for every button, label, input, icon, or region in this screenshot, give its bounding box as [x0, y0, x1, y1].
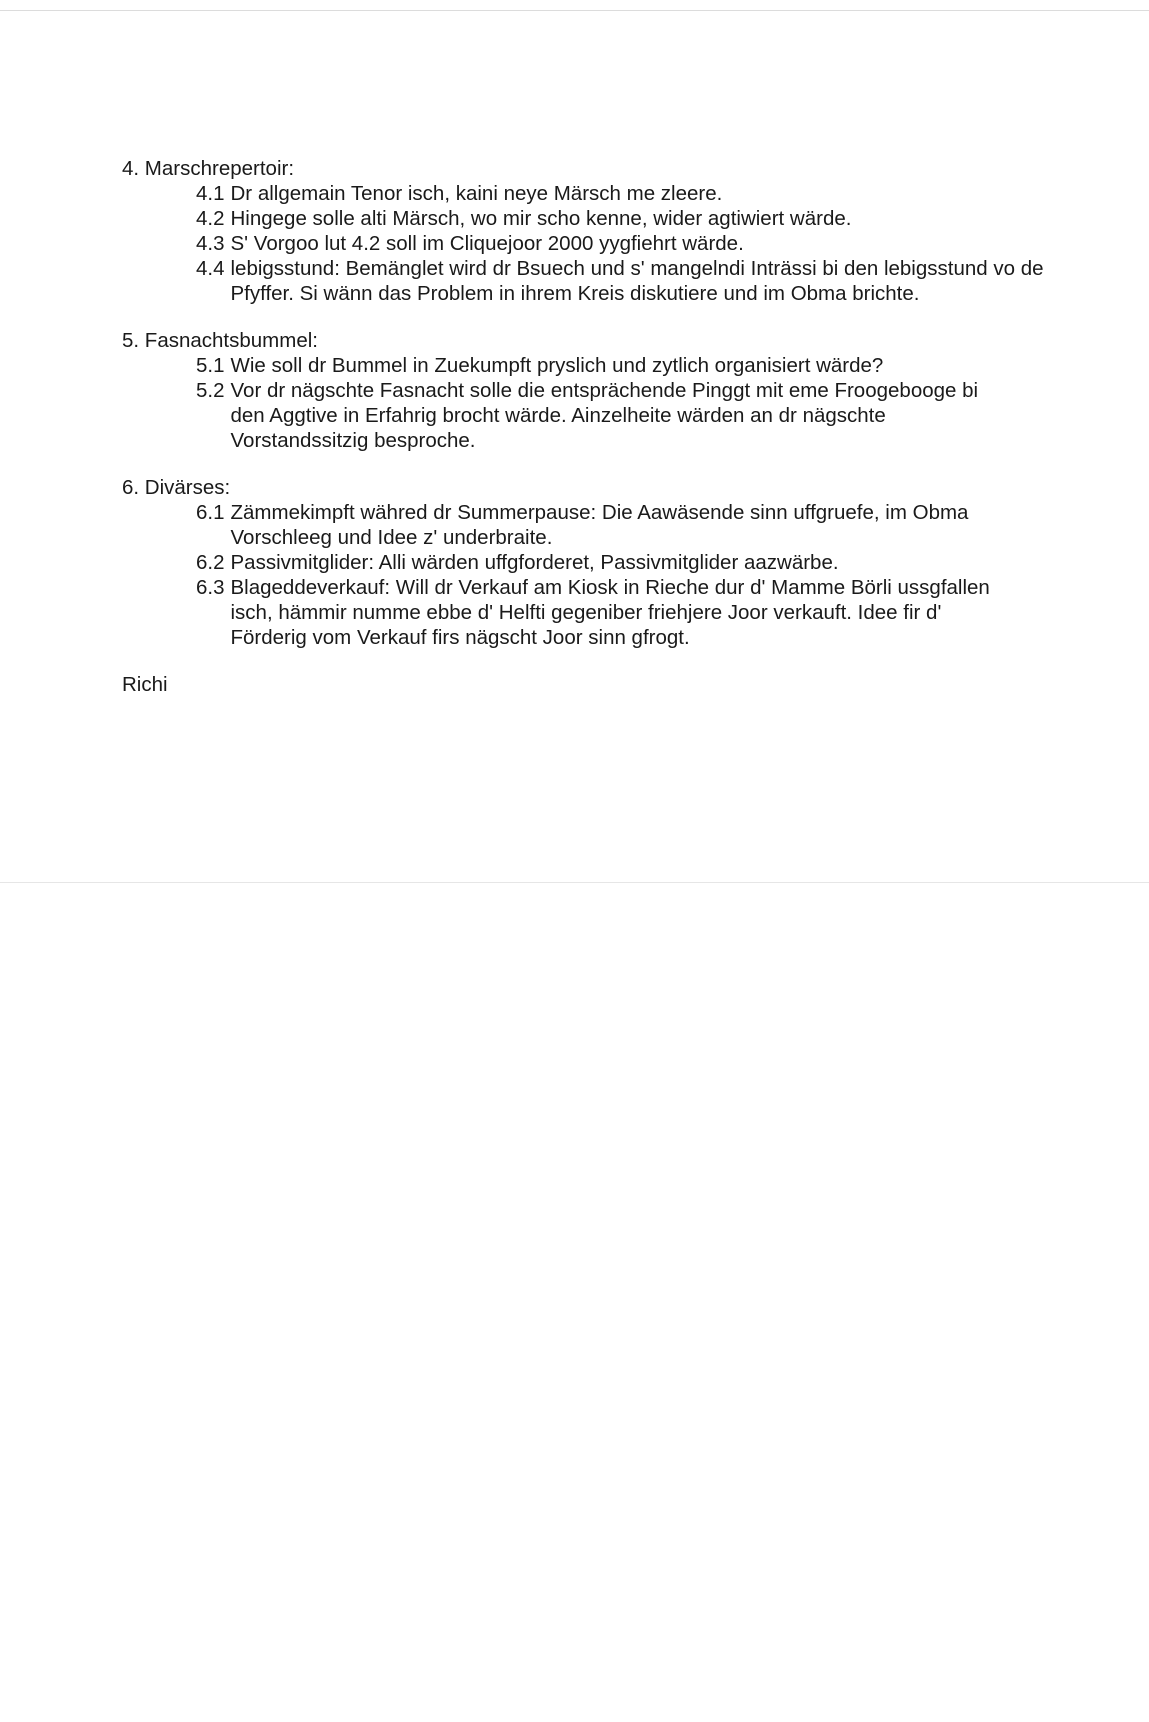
item-text: Dr allgemain Tenor isch, kaini neye Märsch me zleere.	[230, 182, 723, 205]
item-text: S' Vorgoo lut 4.2 soll im Cliquejoor 2000 yygfiehrt wärde.	[230, 232, 744, 255]
item-number: 5.2	[196, 379, 225, 402]
list-item	[122, 206, 1082, 231]
item-number: 6.1	[196, 501, 225, 524]
item-text: Hingege solle alti Märsch, wo mir scho kenne, wider agtiwiert wärde.	[230, 207, 852, 230]
item-number: 6.3	[196, 576, 225, 599]
item-number: 4.4	[196, 257, 225, 280]
item-text: Wie soll dr Bummel in Zuekumpft pryslich und zytlich organisiert wärde?	[230, 354, 884, 377]
list-item	[122, 353, 1082, 378]
item-number: 4.1	[196, 182, 225, 205]
item-number: 6.2	[196, 551, 225, 574]
list-item	[122, 500, 1082, 550]
section-marschrepertoir	[122, 156, 1082, 306]
section-heading: 4. Marschrepertoir:	[122, 157, 295, 180]
item-number: 4.2	[196, 207, 225, 230]
section-heading: 5. Fasnachtsbummel:	[122, 329, 318, 352]
section-divaerses	[122, 475, 1082, 650]
item-number: 4.3	[196, 232, 225, 255]
list-item	[122, 378, 1082, 453]
item-text: Zämmekimpft währed dr Summerpause: Die Aawäsende sinn uffgruefe, im Obma Vorschleeg und Idee z' underbraite.	[230, 501, 969, 549]
item-text: Passivmitglider: Alli wärden uffgforderet, Passivmitglider aazwärbe.	[230, 551, 839, 574]
list-item	[122, 550, 1082, 575]
item-text: Vor dr nägschte Fasnacht solle die entsprächende Pinggt mit eme Froogebooge bi den Aggtive in Erfahrig brocht wärde. Ainzelheite wärden an dr nägschte Vorstandssitzig besproche.	[230, 379, 979, 452]
section-heading: 6. Divärses:	[122, 476, 231, 499]
minutes-content	[122, 156, 1082, 718]
item-text: Blageddeverkauf: Will dr Verkauf am Kiosk in Rieche dur d' Mamme Börli ussgfallen isch, hämmir numme ebbe d' Helfti gegeniber friehjere Joor verkauft. Idee fir d' Förderig vom Verkauf firs nägscht Joor sinn gfrogt.	[230, 576, 990, 649]
list-item	[122, 256, 1082, 306]
item-number: 5.1	[196, 354, 225, 377]
section-fasnachtsbummel	[122, 328, 1082, 453]
list-item	[122, 181, 1082, 206]
item-text: lebigsstund: Bemänglet wird dr Bsuech und s' mangelndi Inträssi bi den lebigsstund vo de Pfyffer. Si wänn das Problem in ihrem Kreis diskutiere und im Obma brichte.	[230, 257, 1044, 305]
signature-name: Richi	[122, 673, 168, 696]
list-item	[122, 575, 1082, 650]
scan-edge-line	[0, 10, 1149, 11]
scan-fold-line	[0, 882, 1149, 883]
list-item	[122, 231, 1082, 256]
